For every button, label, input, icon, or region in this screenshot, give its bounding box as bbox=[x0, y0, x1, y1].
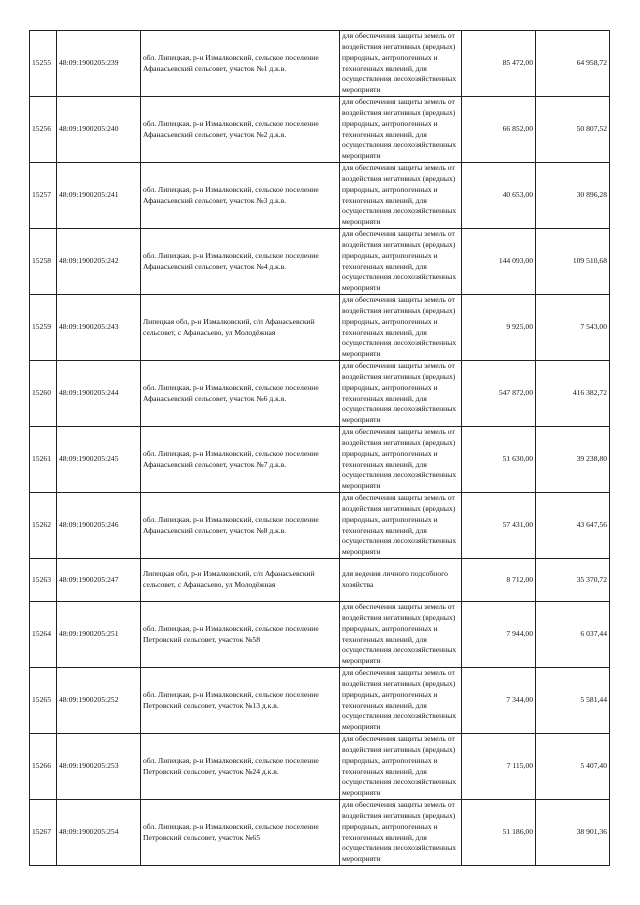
land-plots-table bbox=[29, 30, 610, 866]
cadastral-value-cell: 7 543,00 bbox=[536, 295, 610, 361]
record-number-cell: 15259 bbox=[30, 295, 57, 361]
record-number-cell: 15257 bbox=[30, 163, 57, 229]
record-number-cell: 15262 bbox=[30, 493, 57, 559]
cadastral-number-cell: 48:09:1900205:240 bbox=[57, 97, 141, 163]
record-number-cell: 15261 bbox=[30, 427, 57, 493]
cadastral-number-cell: 48:09:1900205:239 bbox=[57, 31, 141, 97]
permitted-use-cell: для обеспечения защиты земель от воздействия негативных (вредных) природных, антропогенных и техногенных явлений, для осуществления лесохозяйственных мероприяти bbox=[340, 97, 462, 163]
permitted-use-cell: для обеспечения защиты земель от воздействия негативных (вредных) природных, антропогенных и техногенных явлений, для осуществления лесохозяйственных мероприяти bbox=[340, 427, 462, 493]
cadastral-value-cell: 109 510,68 bbox=[536, 229, 610, 295]
permitted-use-cell: для обеспечения защиты земель от воздействия негативных (вредных) природных, антропогенных и техногенных явлений, для осуществления лесохозяйственных мероприяти bbox=[340, 361, 462, 427]
area-cell: 66 852,00 bbox=[462, 97, 536, 163]
area-cell: 40 653,00 bbox=[462, 163, 536, 229]
area-cell: 7 115,00 bbox=[462, 734, 536, 800]
area-cell: 51 630,00 bbox=[462, 427, 536, 493]
record-number-cell: 15258 bbox=[30, 229, 57, 295]
record-number-cell: 15266 bbox=[30, 734, 57, 800]
cadastral-value-cell: 64 958,72 bbox=[536, 31, 610, 97]
permitted-use-cell: для обеспечения защиты земель от воздействия негативных (вредных) природных, антропогенных и техногенных явлений, для осуществления лесохозяйственных мероприяти bbox=[340, 163, 462, 229]
cadastral-number-cell: 48:09:1900205:254 bbox=[57, 800, 141, 866]
table-row bbox=[30, 800, 610, 866]
table-row bbox=[30, 361, 610, 427]
address-cell: обл. Липецкая, р-н Измалковский, сельское поселение Афанасьевский сельсовет, участок №8 д.к.в. bbox=[141, 493, 340, 559]
area-cell: 8 712,00 bbox=[462, 559, 536, 602]
address-cell: обл. Липецкая, р-н Измалковский, сельское поселение Петровский сельсовет, участок №13 д.к.в. bbox=[141, 668, 340, 734]
record-number-cell: 15265 bbox=[30, 668, 57, 734]
address-cell: обл. Липецкая, р-н Измалковский, сельское поселение Афанасьевский сельсовет, участок №3 д.к.в. bbox=[141, 163, 340, 229]
area-cell: 9 925,00 bbox=[462, 295, 536, 361]
area-cell: 547 872,00 bbox=[462, 361, 536, 427]
address-cell: обл. Липецкая, р-н Измалковский, сельское поселение Афанасьевский сельсовет, участок №1 д.к.в. bbox=[141, 31, 340, 97]
permitted-use-cell: для ведения личного подсобного хозяйства bbox=[340, 559, 462, 602]
cadastral-number-cell: 48:09:1900205:252 bbox=[57, 668, 141, 734]
record-number-cell: 15260 bbox=[30, 361, 57, 427]
area-cell: 144 093,00 bbox=[462, 229, 536, 295]
address-cell: обл. Липецкая, р-н Измалковский, сельское поселение Петровский сельсовет, участок №58 bbox=[141, 602, 340, 668]
area-cell: 7 944,00 bbox=[462, 602, 536, 668]
permitted-use-cell: для обеспечения защиты земель от воздействия негативных (вредных) природных, антропогенных и техногенных явлений, для осуществления лесохозяйственных мероприяти bbox=[340, 295, 462, 361]
record-number-cell: 15267 bbox=[30, 800, 57, 866]
cadastral-value-cell: 43 647,56 bbox=[536, 493, 610, 559]
address-cell: обл. Липецкая, р-н Измалковский, сельское поселение Афанасьевский сельсовет, участок №6 д.к.в. bbox=[141, 361, 340, 427]
cadastral-number-cell: 48:09:1900205:251 bbox=[57, 602, 141, 668]
permitted-use-cell: для обеспечения защиты земель от воздействия негативных (вредных) природных, антропогенных и техногенных явлений, для осуществления лесохозяйственных мероприяти bbox=[340, 602, 462, 668]
cadastral-value-cell: 6 037,44 bbox=[536, 602, 610, 668]
area-cell: 85 472,00 bbox=[462, 31, 536, 97]
cadastral-number-cell: 48:09:1900205:247 bbox=[57, 559, 141, 602]
cadastral-value-cell: 5 581,44 bbox=[536, 668, 610, 734]
cadastral-number-cell: 48:09:1900205:246 bbox=[57, 493, 141, 559]
table-row bbox=[30, 295, 610, 361]
address-cell: Липецкая обл, р-н Измалковский, с/п Афанасьевский сельсовет, с Афанасьево, ул Молодёжная bbox=[141, 559, 340, 602]
table-row bbox=[30, 493, 610, 559]
permitted-use-cell: для обеспечения защиты земель от воздействия негативных (вредных) природных, антропогенных и техногенных явлений, для осуществления лесохозяйственных мероприяти bbox=[340, 31, 462, 97]
permitted-use-cell: для обеспечения защиты земель от воздействия негативных (вредных) природных, антропогенных и техногенных явлений, для осуществления лесохозяйственных мероприяти bbox=[340, 800, 462, 866]
cadastral-value-cell: 39 238,80 bbox=[536, 427, 610, 493]
cadastral-number-cell: 48:09:1900205:245 bbox=[57, 427, 141, 493]
table-row bbox=[30, 602, 610, 668]
record-number-cell: 15256 bbox=[30, 97, 57, 163]
cadastral-value-cell: 50 807,52 bbox=[536, 97, 610, 163]
cadastral-value-cell: 5 407,40 bbox=[536, 734, 610, 800]
table-row bbox=[30, 734, 610, 800]
address-cell: обл. Липецкая, р-н Измалковский, сельское поселение Афанасьевский сельсовет, участок №7 д.к.в. bbox=[141, 427, 340, 493]
address-cell: Липецкая обл, р-н Измалковский, с/п Афанасьевский сельсовет, с Афанасьево, ул Молодёжная bbox=[141, 295, 340, 361]
table-body bbox=[30, 31, 610, 866]
permitted-use-cell: для обеспечения защиты земель от воздействия негативных (вредных) природных, антропогенных и техногенных явлений, для осуществления лесохозяйственных мероприяти bbox=[340, 229, 462, 295]
cadastral-value-cell: 30 896,28 bbox=[536, 163, 610, 229]
cadastral-value-cell: 38 901,36 bbox=[536, 800, 610, 866]
permitted-use-cell: для обеспечения защиты земель от воздействия негативных (вредных) природных, антропогенных и техногенных явлений, для осуществления лесохозяйственных мероприяти bbox=[340, 734, 462, 800]
table-row bbox=[30, 31, 610, 97]
cadastral-value-cell: 416 382,72 bbox=[536, 361, 610, 427]
permitted-use-cell: для обеспечения защиты земель от воздействия негативных (вредных) природных, антропогенных и техногенных явлений, для осуществления лесохозяйственных мероприяти bbox=[340, 493, 462, 559]
cadastral-number-cell: 48:09:1900205:242 bbox=[57, 229, 141, 295]
record-number-cell: 15264 bbox=[30, 602, 57, 668]
cadastral-number-cell: 48:09:1900205:241 bbox=[57, 163, 141, 229]
area-cell: 57 431,00 bbox=[462, 493, 536, 559]
table-row bbox=[30, 163, 610, 229]
cadastral-number-cell: 48:09:1900205:243 bbox=[57, 295, 141, 361]
cadastral-value-cell: 35 370,72 bbox=[536, 559, 610, 602]
permitted-use-cell: для обеспечения защиты земель от воздействия негативных (вредных) природных, антропогенных и техногенных явлений, для осуществления лесохозяйственных мероприяти bbox=[340, 668, 462, 734]
table-row bbox=[30, 427, 610, 493]
area-cell: 7 344,00 bbox=[462, 668, 536, 734]
address-cell: обл. Липецкая, р-н Измалковский, сельское поселение Афанасьевский сельсовет, участок №2 д.к.в. bbox=[141, 97, 340, 163]
address-cell: обл. Липецкая, р-н Измалковский, сельское поселение Петровский сельсовет, участок №24 д.к.в. bbox=[141, 734, 340, 800]
record-number-cell: 15255 bbox=[30, 31, 57, 97]
record-number-cell: 15263 bbox=[30, 559, 57, 602]
address-cell: обл. Липецкая, р-н Измалковский, сельское поселение Афанасьевский сельсовет, участок №4 д.к.в. bbox=[141, 229, 340, 295]
table-row bbox=[30, 229, 610, 295]
table-row bbox=[30, 559, 610, 602]
table-row bbox=[30, 668, 610, 734]
cadastral-number-cell: 48:09:1900205:244 bbox=[57, 361, 141, 427]
table-row bbox=[30, 97, 610, 163]
address-cell: обл. Липецкая, р-н Измалковский, сельское поселение Петровский сельсовет, участок №65 bbox=[141, 800, 340, 866]
cadastral-number-cell: 48:09:1900205:253 bbox=[57, 734, 141, 800]
area-cell: 51 186,00 bbox=[462, 800, 536, 866]
